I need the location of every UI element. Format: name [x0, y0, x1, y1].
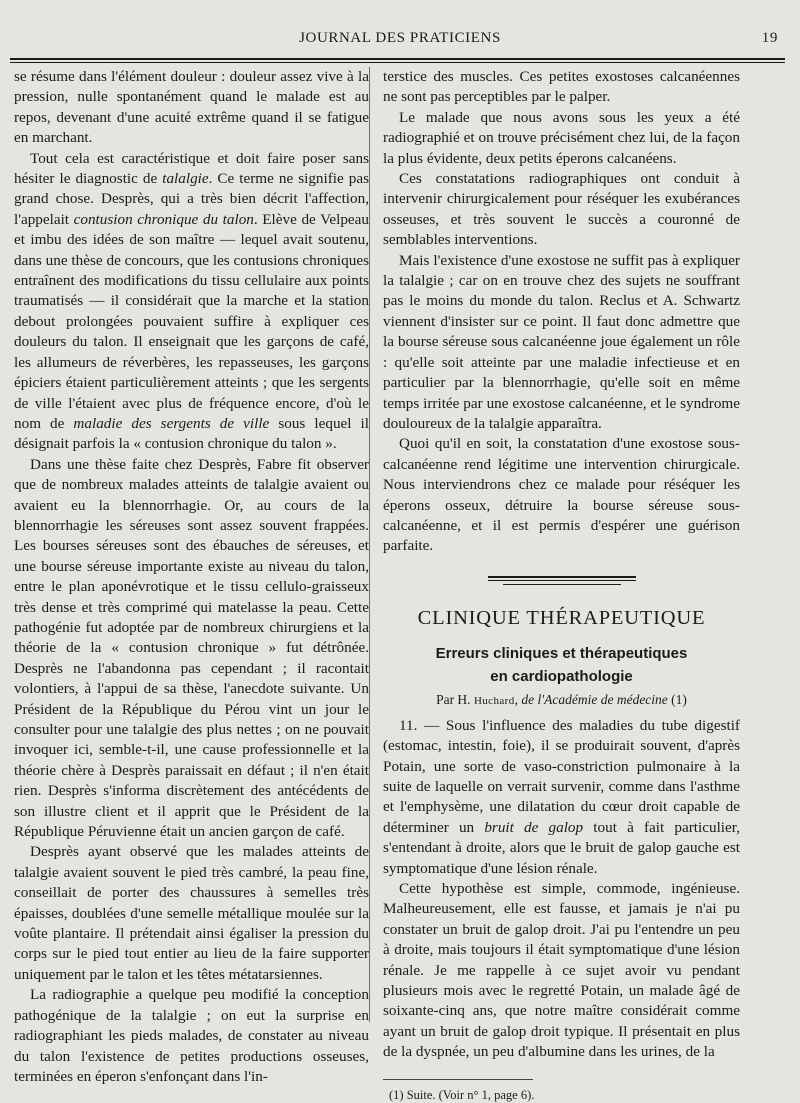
- article-title-line-1: Erreurs cliniques et thérapeutiques: [435, 644, 688, 662]
- italic-term: talalgie: [162, 170, 209, 188]
- section-ornament-rule: [383, 557, 740, 605]
- paragraph: Dans une thèse faite chez Desprès, Fabre fit observer que de nombreux malades atteints de talalgie avaient ou avaient eu la blennorrhagie. Or, au cours de la blennorrhagie les séreuses sont assez souvent frappées. Les bourses séreuses sont des ébauches de séreuses, et une bourse séreuse importante existe au niveau du talon, entre le plan aponévrotique et le tissu cellulo-graisseux très dense et très comprimé qui matelasse la peau. Cette pathogénie fut adoptée par de nombreux chirurgiens et la théorie de la « contusion chronique » fut détrônée. Desprès ne l'abandonna pas cependant ; il racontait volontiers, à l'appui de sa thèse, l'anecdote suivante. Un Président de la République du Pérou vint un jour le consulter pour une talalgie des plus nettes ; on ne pouvait invoquer ici, semble-t-il, une cause professionnelle et la théorie chère à Desprès paraissait en défaut ; il n'en était rien. Desprès s'informa discrètement des antécédents de son illustre client et il apprit que le Président de la République Péruvienne était un ancien garçon de café.: [14, 455, 369, 841]
- right-column: [383, 67, 740, 1103]
- paragraph: Quoi qu'il en soit, la constatation d'une exostose sous-calcanéenne rend légitime une intervention chirurgicale. Nous interviendrons chez ce malade pour réséquer les éperons osseux, détruire la bourse séreuse sous-calcanéenne, et il est permis d'espérer une guérison parfaite.: [383, 435, 740, 555]
- paragraph: Ces constatations radiographiques ont conduit à intervenir chirurgicalement pour réséquer les exubérances osseuses, et très souvent le succès a couronné de semblables interventions.: [383, 170, 740, 249]
- paragraph: se résume dans l'élément douleur : douleur assez vive à la pression, nulle spontanément quand le malade est au repos, devenant d'une acuité extrême quand il se fatigue en marchant.: [14, 68, 369, 147]
- paragraph: Desprès ayant observé que les malades atteints de talalgie avaient souvent le pied très cambré, la peau fine, conseillait de porter des chaussures à semelles très épaisses, doublées d'une semelle métallique moulée sur la voûte plantaire. Il prétendait ainsi égaliser la pression du corps sur le pied tout entier au lieu de la faire supporter uniquement par le talon et les têtes métatarsiennes.: [14, 843, 369, 983]
- footnote-rule: [383, 1079, 533, 1080]
- left-column: [14, 67, 369, 1087]
- section-title: CLINIQUE THÉRAPEUTIQUE: [417, 606, 706, 629]
- italic-term: bruit de galop: [484, 818, 584, 836]
- paragraph: Le malade que nous avons sous les yeux a été radiographié et on trouve précisément chez lui, de la façon la plus évidente, deux petits éperons calcanéens.: [383, 108, 740, 167]
- paragraph: terstice des muscles. Ces petites exostoses calcanéennes ne sont pas perceptibles par le palper.: [383, 68, 740, 106]
- article-title-line-2: en cardiopathologie: [490, 667, 633, 685]
- italic-term: maladie des sergents de ville: [73, 414, 270, 432]
- paragraph: 11. — Sous l'influence des maladies du tube digestif (estomac, intestin, foie), il se produirait souvent, d'après Potain, une sorte de vaso-constriction pulmonaire à la suite de laquelle on verrait survenir, comme dans l'asthme et l'emphysème, une dilatation du cœur droit capable de déterminer un bruit de galop tout à fait particulier, s'entendant à droite, alors que le bruit de galop gauche est symptomatique d'une lésion rénale.: [383, 716, 741, 877]
- paragraph: Cette hypothèse est simple, commode, ingénieuse. Malheureusement, elle est fausse, et jamais je n'ai pu constater un bruit de galop droit. J'ai pu l'entendre un peu à droite, mais toujours il était symptomatique d'une lésion rénale. Je me rappelle à ce sujet avoir vu pendant plusieurs mois avec le regretté Potain, un malade âgé de soixante-cinq ans, que notre maître considérait comme ayant un bruit de galop droit typique. Il présentait en plus de la dyspnée, un peu d'albumine dans les urines, de la: [383, 880, 740, 1061]
- page-number: 19: [761, 30, 778, 46]
- column-separator: [369, 67, 370, 1022]
- paragraph: Mais l'existence d'une exostose ne suffit pas à expliquer la talalgie ; car on en trouve chez des sujets ne souffrant pas le moins du monde du talon. Reclus et A. Schwartz viennent d'insister sur ce point. Il faut donc admettre que la bourse séreuse sous calcanéenne joue également un rôle : qu'elle soit atteinte par une maladie infectieuse et en particulier par la blennorrhagie, qu'elle soit en même temps irritée par une exostose calcanéenne, et le syndrome douloureux de la talalgie apparaîtra.: [383, 251, 740, 432]
- paragraph: La radiographie a quelque peu modifié la conception pathogénique de la talalgie ; on eut la surprise en radiographiant les pieds malades, de constater au niveau du talon l'existence de petites productions osseuses, terminées en éperon s'enfonçant dans l'in-: [14, 986, 369, 1085]
- header-rule-thick: [10, 58, 785, 60]
- byline: Par H. Huchard, de l'Académie de médecine (1): [436, 691, 687, 707]
- footnote: (1) Suite. (Voir n° 1, page 6).: [389, 1087, 535, 1102]
- italic-term: contusion chronique du talon: [73, 210, 254, 228]
- header-rule-thin: [10, 62, 785, 63]
- journal-title: JOURNAL DES PRATICIENS: [299, 30, 501, 46]
- author-name: Huchard: [473, 694, 515, 707]
- running-header: [10, 30, 790, 52]
- paragraph: Tout cela est caractéristique et doit faire poser sans hésiter le diagnostic de talalgie. Ce terme ne signifie pas grand chose. Desprès, qui a très bien décrit l'affection, l'appelait contusion chronique du talon. Elève de Velpeau et imbu des idées de son maître — lequel avait soutenu, dans une thèse de concours, que les contusions chroniques entraînent des modifications du tissu cellulaire aux points traumatisés — il considérait que la marche et la station debout prolongées pouvaient suffire à expliquer ces douleurs du talon. Il enseignait que les garçons de café, les allumeurs de réverbères, les repasseuses, les garçons épiciers étaient particulièrement atteints ; que les sergents de ville l'étaient avec plus de fréquence encore, d'où le nom de maladie des sergents de ville sous lequel il désignait parfois la « contusion chronique du talon ».: [14, 149, 370, 453]
